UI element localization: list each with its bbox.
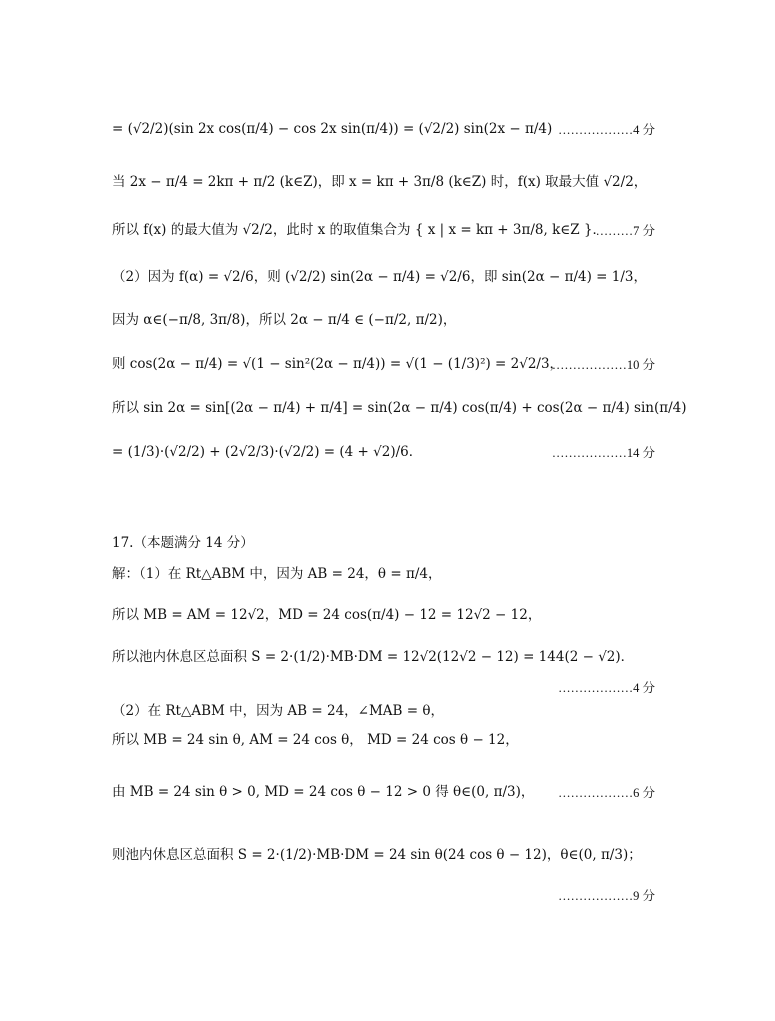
score-marker: ………………10 分: [551, 358, 655, 372]
equation-line: 所以池内休息区总面积 S = 2·(1/2)·MB·DM = 12√2(12√2 − 12) = 144(2 − √2)．: [112, 649, 635, 665]
score-marker: ………………14 分: [551, 446, 655, 460]
equation-line: = (√2/2)(sin 2x cos(π/4) − cos 2x sin(π/4)) = (√2/2) sin(2x − π/4): [112, 121, 553, 137]
equation-line: 所以 MB = AM = 12√2，MD = 24 cos(π/4) − 12 = 12√2 − 12，: [112, 607, 542, 623]
equation-line: 当 2x − π/4 = 2kπ + π/2 (k∈Z)，即 x = kπ + 3π/8 (k∈Z) 时，f(x) 取最大值 √2/2，: [112, 174, 648, 190]
equation-line: 由 MB = 24 sin θ > 0, MD = 24 cos θ − 12 > 0 得 θ∈(0, π/3)，: [112, 784, 535, 800]
score-marker: ………………9 分: [558, 889, 655, 903]
score-marker: ………………4 分: [558, 123, 655, 137]
equation-line: 因为 α∈(−π/8, 3π/8)，所以 2α − π/4 ∈ (−π/2, π/2)，: [112, 312, 457, 328]
equation-line: 所以 sin 2α = sin[(2α − π/4) + π/4] = sin(2α − π/4) cos(π/4) + cos(2α − π/4) sin(π/4): [112, 400, 687, 416]
equation-line: （2）因为 f(α) = √2/6，则 (√2/2) sin(2α − π/4) = √2/6，即 sin(2α − π/4) = 1/3，: [112, 269, 647, 285]
equation-line: （2）在 Rt△ABM 中，因为 AB = 24，∠MAB = θ，: [112, 703, 444, 719]
equation-line: 所以 f(x) 的最大值为 √2/2，此时 x 的取值集合为 { x | x = kπ + 3π/8, k∈Z }．: [112, 222, 607, 238]
score-marker: ………………6 分: [558, 786, 655, 800]
equation-line: = (1/3)·(√2/2) + (2√2/3)·(√2/2) = (4 + √2)/6．: [112, 444, 423, 460]
equation-line: 所以 MB = 24 sin θ, AM = 24 cos θ， MD = 24 cos θ − 12，: [112, 732, 519, 748]
section-heading: 17.（本题满分 14 分）: [112, 535, 254, 551]
score-marker: ………………4 分: [558, 681, 655, 695]
score-marker: ………7 分: [595, 224, 655, 238]
equation-line: 则池内休息区总面积 S = 2·(1/2)·MB·DM = 24 sin θ(24 cos θ − 12)，θ∈(0, π/3)；: [112, 847, 642, 863]
equation-line: 则 cos(2α − π/4) = √(1 − sin²(2α − π/4)) = √(1 − (1/3)²) = 2√2/3，: [112, 356, 564, 372]
equation-line: 解：（1）在 Rt△ABM 中，因为 AB = 24，θ = π/4，: [112, 566, 442, 582]
